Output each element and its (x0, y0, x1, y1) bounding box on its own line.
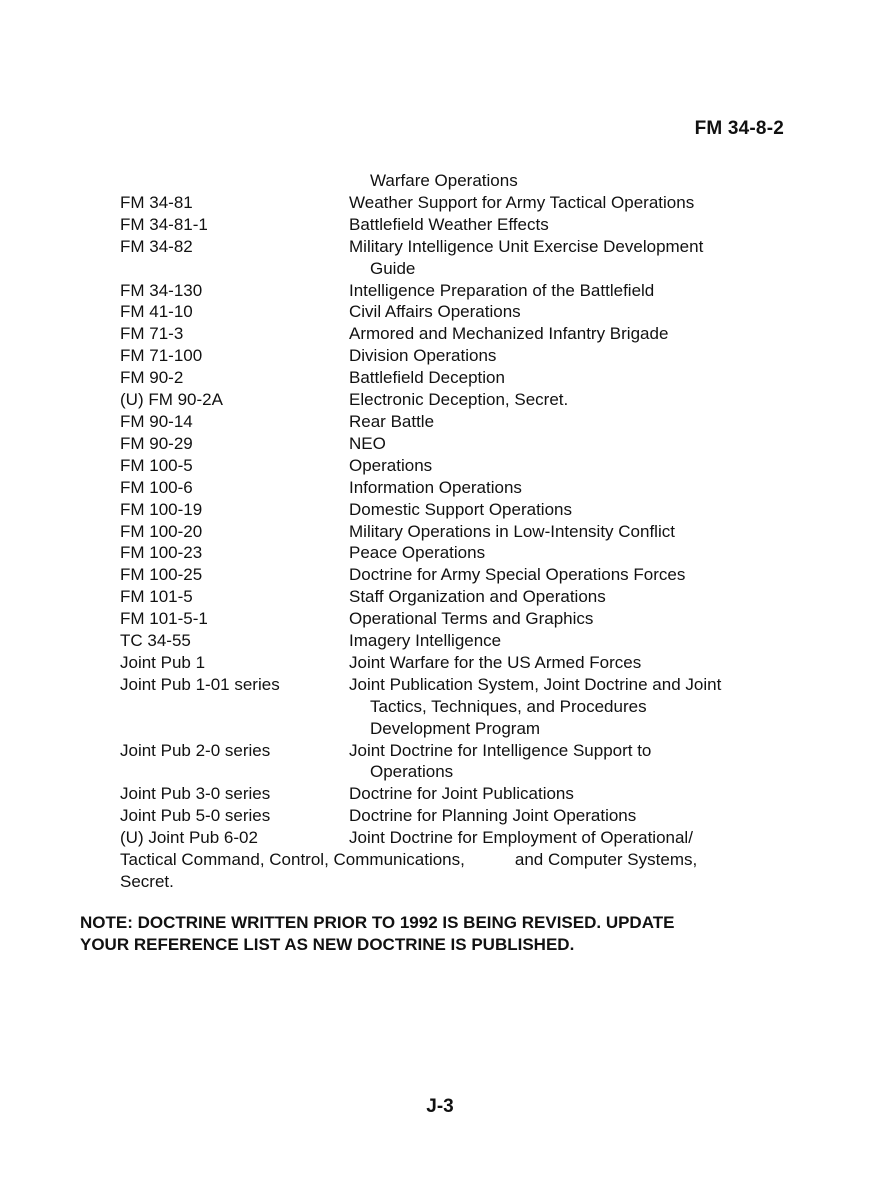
reference-title-line: Guide (370, 258, 416, 278)
reference-title (349, 367, 780, 389)
reference-code: FM 90-14 (120, 411, 193, 431)
reference-row (120, 280, 780, 302)
reference-title (349, 740, 780, 784)
reference-code: FM 34-81-1 (120, 214, 208, 234)
reference-code: Joint Pub 5-0 series (120, 806, 271, 826)
reference-code: (U) Joint Pub 6-02 (120, 828, 258, 848)
reference-row (120, 783, 780, 805)
reference-title-line: Rear Battle (349, 411, 435, 431)
reference-title-line: Military Operations in Low-Intensity Conflict (349, 521, 675, 541)
reference-wrap-part-1: Tactical Command, Control, Communications, (120, 850, 465, 870)
reference-title (349, 214, 780, 236)
reference-title (349, 564, 780, 586)
reference-code: FM 90-2 (120, 368, 184, 388)
reference-title-line: Armored and Mechanized Infantry Brigade (349, 324, 669, 344)
reference-title-line: Electronic Deception, Secret. (349, 390, 569, 410)
reference-row (120, 805, 780, 827)
reference-title (349, 323, 780, 345)
reference-continuation-row (120, 170, 780, 192)
reference-row (120, 455, 780, 477)
reference-code: FM 101-5-1 (120, 609, 208, 629)
reference-code: FM 90-29 (120, 433, 193, 453)
reference-row (120, 499, 780, 521)
reference-title-line: Development Program (370, 718, 541, 738)
reference-code: FM 100-6 (120, 477, 193, 497)
note-line-2: YOUR REFERENCE LIST AS NEW DOCTRINE IS PUBLISHED. (80, 935, 575, 954)
reference-code: FM 71-100 (120, 346, 203, 366)
reference-row (120, 367, 780, 389)
reference-code: FM 100-20 (120, 521, 203, 541)
reference-title (349, 630, 780, 652)
reference-wrap-line-1 (120, 849, 780, 871)
reference-code: FM 100-23 (120, 543, 203, 563)
reference-row (120, 192, 780, 214)
reference-title-line: Battlefield Deception (349, 368, 505, 388)
reference-title-line: Domestic Support Operations (349, 499, 572, 519)
reference-row (120, 521, 780, 543)
reference-code: Joint Pub 1-01 series (120, 674, 280, 694)
reference-title (349, 674, 780, 740)
reference-row (120, 827, 780, 849)
reference-title (349, 345, 780, 367)
reference-row (120, 345, 780, 367)
reference-code: FM 101-5 (120, 587, 193, 607)
reference-row (120, 740, 780, 784)
reference-row (120, 586, 780, 608)
reference-code: FM 34-81 (120, 192, 193, 212)
reference-title (349, 455, 780, 477)
reference-title-line: Imagery Intelligence (349, 631, 502, 651)
reference-title (349, 608, 780, 630)
reference-title-line: Weather Support for Army Tactical Operations (349, 192, 695, 212)
reference-title (349, 236, 780, 280)
reference-title-line: Doctrine for Planning Joint Operations (349, 806, 637, 826)
doctrine-note (80, 912, 800, 956)
reference-title (349, 652, 780, 674)
reference-wrap-part-2: and Computer Systems, (514, 850, 698, 870)
reference-row (120, 301, 780, 323)
reference-title-line: Operations (349, 455, 433, 475)
reference-title (349, 192, 780, 214)
reference-row (120, 564, 780, 586)
reference-title-line: Doctrine for Army Special Operations Forces (349, 565, 686, 585)
reference-title-line: Civil Affairs Operations (349, 302, 521, 322)
reference-title (349, 477, 780, 499)
reference-title (349, 586, 780, 608)
reference-row (120, 674, 780, 740)
reference-code: (U) FM 90-2A (120, 390, 223, 410)
reference-title-line: Military Intelligence Unit Exercise Development (349, 236, 704, 256)
reference-title (349, 521, 780, 543)
reference-row (120, 630, 780, 652)
reference-code: FM 41-10 (120, 302, 193, 322)
reference-code: FM 100-19 (120, 499, 203, 519)
reference-row (120, 652, 780, 674)
reference-row (120, 214, 780, 236)
reference-title-line: Staff Organization and Operations (349, 587, 606, 607)
reference-title (349, 411, 780, 433)
reference-title (349, 827, 780, 849)
reference-title (349, 499, 780, 521)
reference-title-line: Doctrine for Joint Publications (349, 784, 574, 804)
reference-wrapped-title (120, 849, 780, 893)
reference-title (349, 389, 780, 411)
reference-code: FM 100-5 (120, 455, 193, 475)
reference-title (349, 805, 780, 827)
reference-row (120, 389, 780, 411)
reference-title-line: Operations (370, 762, 454, 782)
reference-code: Joint Pub 3-0 series (120, 784, 271, 804)
reference-title (349, 280, 780, 302)
reference-title-line: NEO (349, 433, 386, 453)
reference-title-line: Joint Doctrine for Employment of Operational/ (349, 828, 693, 848)
reference-title-line: Tactics, Techniques, and Procedures (370, 696, 647, 716)
reference-title-line: Peace Operations (349, 543, 486, 563)
reference-code: FM 34-130 (120, 280, 203, 300)
reference-title-line: Joint Publication System, Joint Doctrine and Joint (349, 674, 722, 694)
reference-title-line: Division Operations (349, 346, 497, 366)
reference-code: FM 100-25 (120, 565, 203, 585)
reference-code: FM 34-82 (120, 236, 193, 256)
reference-list (120, 170, 780, 893)
reference-code: Joint Pub 2-0 series (120, 740, 271, 760)
reference-title-line: Intelligence Preparation of the Battlefield (349, 280, 655, 300)
reference-title (349, 542, 780, 564)
reference-row (120, 236, 780, 280)
document-id-header: FM 34-8-2 (694, 118, 784, 139)
reference-code: FM 71-3 (120, 324, 184, 344)
reference-title-line: Battlefield Weather Effects (349, 214, 549, 234)
reference-row (120, 608, 780, 630)
reference-title-line: Information Operations (349, 477, 522, 497)
page-number: J-3 (426, 1096, 454, 1117)
reference-title-line: Operational Terms and Graphics (349, 609, 594, 629)
reference-title (349, 301, 780, 323)
note-line-1: NOTE: DOCTRINE WRITTEN PRIOR TO 1992 IS BEING REVISED. UPDATE (80, 913, 675, 932)
reference-wrap-line-2: Secret. (120, 872, 174, 891)
reference-items (120, 192, 780, 849)
reference-title-line: Joint Doctrine for Intelligence Support to (349, 740, 652, 760)
reference-title (349, 433, 780, 455)
reference-code: TC 34-55 (120, 631, 191, 651)
reference-row (120, 433, 780, 455)
reference-row (120, 323, 780, 345)
reference-row (120, 477, 780, 499)
reference-code: Joint Pub 1 (120, 652, 206, 672)
reference-title (349, 783, 780, 805)
reference-row (120, 542, 780, 564)
reference-title-line: Joint Warfare for the US Armed Forces (349, 652, 642, 672)
reference-title-continued: Warfare Operations (370, 171, 518, 190)
reference-row (120, 411, 780, 433)
